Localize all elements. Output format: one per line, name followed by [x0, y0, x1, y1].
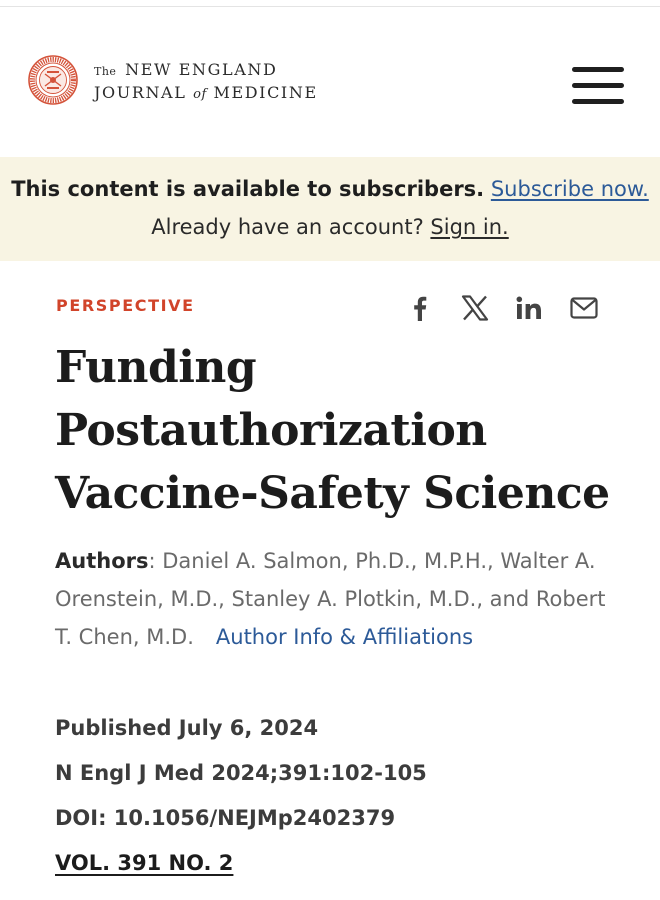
published-date: Published July 6, 2024 — [55, 716, 319, 740]
authors-block — [55, 542, 615, 656]
sign-in-link[interactable]: Sign in. — [430, 215, 509, 239]
doi: DOI: 10.1056/NEJMp2402379 — [55, 806, 396, 830]
authors-label: Authors — [55, 549, 149, 573]
subscriber-banner — [0, 157, 660, 261]
nejm-seal-icon[interactable] — [28, 55, 78, 105]
brand-line-2 — [94, 83, 318, 105]
site-header — [0, 7, 660, 157]
brand-the: The — [94, 65, 117, 78]
brand-line-1 — [94, 60, 318, 82]
hamburger-menu-icon[interactable] — [572, 67, 626, 107]
brand-journal: JOURNAL — [94, 83, 187, 102]
email-icon[interactable] — [568, 292, 600, 324]
brand-new-england: NEW ENGLAND — [125, 60, 278, 79]
menu-bar-top — [572, 67, 624, 72]
brand-medicine: MEDICINE — [213, 83, 318, 102]
journal-citation: N Engl J Med 2024;391:102-105 — [55, 761, 427, 785]
subscribe-link[interactable]: Subscribe now. — [490, 177, 649, 201]
article-section-label: PERSPECTIVE — [56, 296, 195, 315]
account-prompt: Already have an account? — [151, 215, 424, 239]
x-icon[interactable] — [459, 292, 491, 324]
journal-brand[interactable] — [94, 60, 318, 105]
article-title: Funding Postauthorization Vaccine-Safety Science — [55, 342, 610, 519]
brand-of: of — [193, 87, 207, 102]
author-info-affiliations-link[interactable]: Author Info & Affiliations — [215, 625, 474, 649]
volume-issue-link[interactable]: VOL. 391 NO. 2 — [55, 851, 234, 875]
facebook-icon[interactable] — [408, 292, 432, 324]
author-list: : Daniel A. Salmon, Ph.D., M.P.H., Walter A. Orenstein, M.D., Stanley A. Plotkin, M.D., and Robert T. Chen, M.D. — [55, 549, 606, 649]
banner-line-1 — [0, 175, 660, 203]
banner-line-2 — [0, 213, 660, 241]
menu-bar-bottom — [572, 99, 624, 104]
menu-bar-middle — [572, 83, 624, 88]
linkedin-icon[interactable] — [514, 292, 544, 324]
subscriber-message: This content is available to subscribers. — [11, 177, 485, 201]
